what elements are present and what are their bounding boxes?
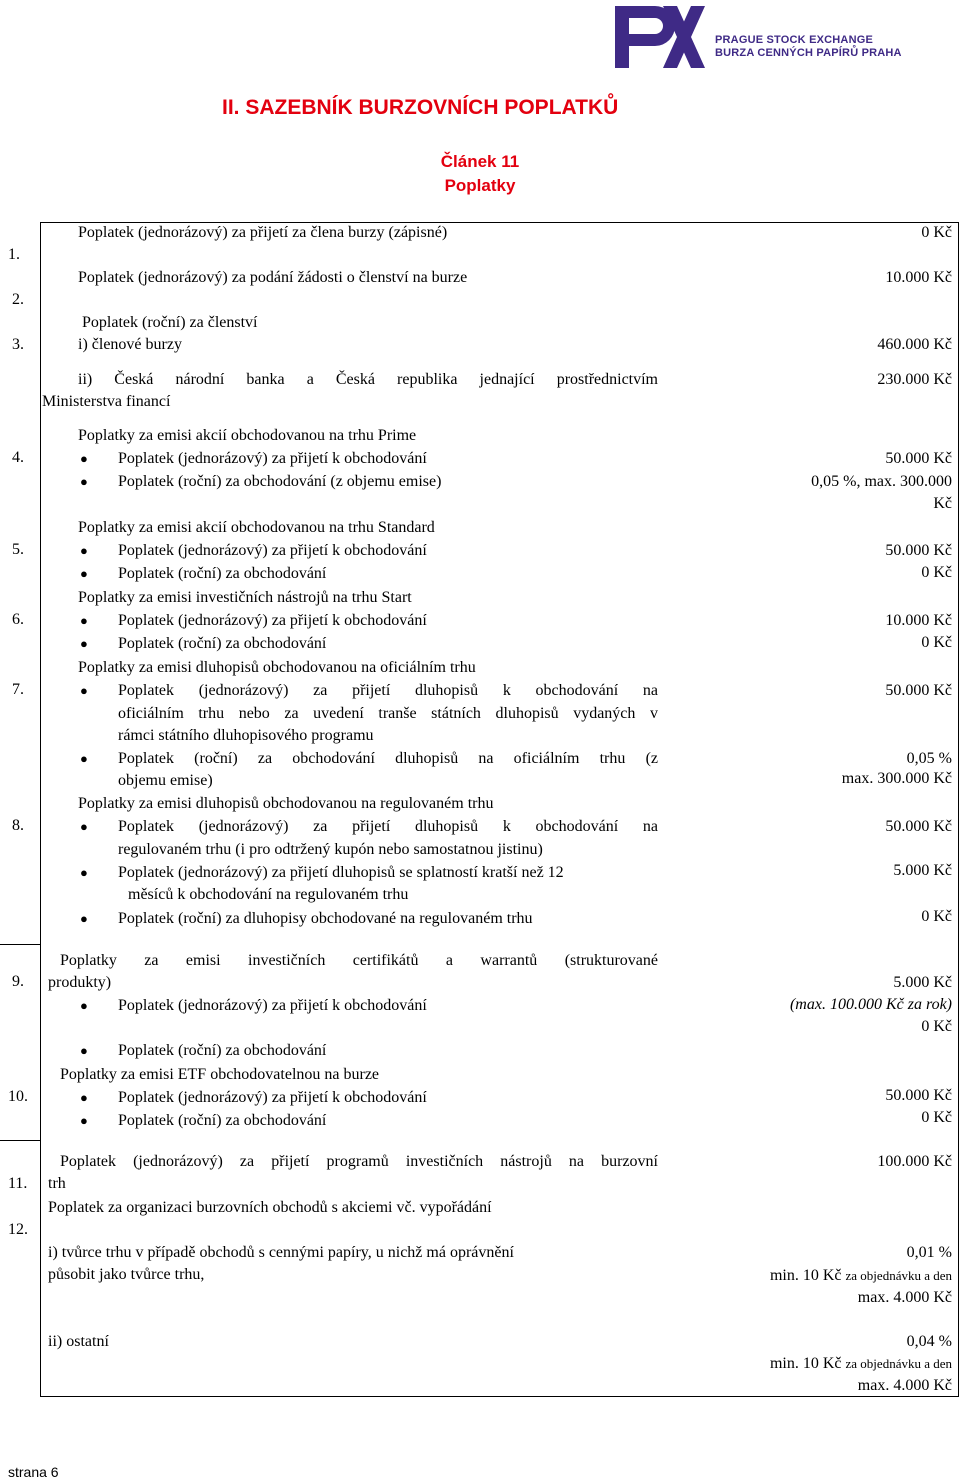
bullet-icon: ● [80, 474, 88, 489]
row-number: 1. [8, 246, 20, 263]
fee-item: Poplatek (roční) za obchodování dluhopisů na oficiálním trhu (z [118, 750, 658, 767]
table-border-bottom [40, 1396, 959, 1397]
fee-heading: Poplatky za emisi investičních certifikátů a warrantů (strukturované [60, 952, 658, 969]
fee-heading: Poplatky za emisi dluhopisů obchodovanou na regulovaném trhu [78, 795, 494, 812]
fee-item: Poplatek (roční) za obchodování (z objemu emise) [118, 473, 442, 490]
bullet-icon: ● [80, 543, 88, 558]
bullet-icon: ● [80, 566, 88, 581]
table-border-right [958, 222, 959, 1397]
px-logo-icon [615, 6, 707, 68]
fee-item: Poplatek (jednorázový) za přijetí k obchodování [118, 612, 427, 629]
fee-amount: 0 Kč [921, 224, 952, 241]
fee-amount: Kč [933, 495, 952, 512]
row-number: 5. [12, 541, 24, 558]
fee-amount: 5.000 Kč [893, 862, 952, 879]
fee-amount: 50.000 Kč [885, 450, 952, 467]
fee-description: trh [48, 1175, 66, 1192]
fee-sub-item: i) členové burzy [78, 336, 182, 353]
fee-amount: min. 10 Kč za objednávku a den [769, 1267, 952, 1284]
page-title: II. SAZEBNÍK BURZOVNÍCH POPLATKŮ [222, 96, 619, 119]
bullet-icon: ● [80, 683, 88, 698]
fee-item: Poplatek (jednorázový) za přijetí dluhopisů se splatností kratší než 12 [118, 864, 564, 881]
fee-item: Poplatek (roční) za obchodování [118, 565, 327, 582]
row-number: 11. [8, 1175, 28, 1192]
fee-amount: 0,05 % [906, 750, 952, 767]
fee-amount: 0 Kč [921, 1018, 952, 1035]
fee-item: Poplatek (jednorázový) za přijetí k obchodování [118, 542, 427, 559]
row-separator [0, 1140, 40, 1141]
row-number: 9. [12, 973, 24, 990]
fee-amount: max. 4.000 Kč [857, 1289, 952, 1306]
row-number: 3. [12, 336, 24, 353]
fee-amount: 0,04 % [906, 1333, 952, 1350]
fee-item: rámci státního dluhopisového programu [118, 727, 374, 744]
table-border-left [40, 222, 41, 1397]
bullet-icon: ● [80, 613, 88, 628]
fee-amount: 10.000 Kč [885, 269, 952, 286]
fee-item: Poplatek (jednorázový) za přijetí dluhopisů k obchodování na [118, 682, 658, 699]
row-number: 12. [8, 1221, 28, 1238]
row-number: 7. [12, 681, 24, 698]
fee-heading: Poplatky za emisi akcií obchodovanou na trhu Prime [78, 427, 417, 444]
fee-item: Poplatek (roční) za obchodování [118, 1112, 327, 1129]
article-heading: Článek 11 Poplatky [440, 152, 520, 195]
fee-amount: 460.000 Kč [877, 336, 952, 353]
fee-sub-item: i) tvůrce trhu v případě obchodů s cennými papíry, u nichž má oprávnění [48, 1244, 514, 1261]
bullet-icon: ● [80, 865, 88, 880]
fee-sub-item: působit jako tvůrce trhu, [48, 1266, 205, 1283]
bullet-icon: ● [80, 1113, 88, 1128]
fee-amount: 50.000 Kč [885, 1087, 952, 1104]
fee-amount: max. 4.000 Kč [857, 1377, 952, 1394]
fee-sub-item: ii) ostatní [48, 1333, 109, 1350]
row-number: 8. [12, 817, 24, 834]
fee-heading: Poplatky za emisi akcií obchodovanou na trhu Standard [78, 519, 435, 536]
bullet-icon: ● [80, 1043, 88, 1058]
fee-sub-item: Ministerstva financí [42, 393, 171, 410]
fee-heading: Poplatky za emisi dluhopisů obchodovanou na oficiálním trhu [78, 659, 476, 676]
fee-cap: (max. 100.000 Kč za rok) [789, 996, 952, 1013]
fee-description: Poplatek (jednorázový) za přijetí programů investičních nástrojů na burzovní [60, 1153, 658, 1170]
fee-heading: Poplatky za emisi ETF obchodovatelnou na burze [60, 1066, 380, 1083]
fee-amount: 50.000 Kč [885, 682, 952, 699]
fee-item: Poplatek (roční) za dluhopisy obchodované na regulovaném trhu [118, 910, 533, 927]
bullet-icon: ● [80, 998, 88, 1013]
bullet-icon: ● [80, 911, 88, 926]
pse-logo [615, 6, 955, 70]
fee-amount: 100.000 Kč [877, 1153, 952, 1170]
fee-amount: 5.000 Kč [893, 974, 952, 991]
logo-text: PRAGUE STOCK EXCHANGE BURZA CENNÝCH PAPÍRŮ PRAHA [715, 34, 902, 59]
fee-amount: 0 Kč [921, 1109, 952, 1126]
fee-item: Poplatek (jednorázový) za přijetí k obchodování [118, 1089, 427, 1106]
fee-amount: max. 300.000 Kč [841, 770, 952, 787]
fee-item: Poplatek (jednorázový) za přijetí k obchodování [118, 997, 427, 1014]
row-number: 6. [12, 611, 24, 628]
fee-description: Poplatek (jednorázový) za přijetí za člena burzy (zápisné) [78, 224, 448, 241]
fee-item: Poplatek (jednorázový) za přijetí k obchodování [118, 450, 427, 467]
row-number: 10. [8, 1088, 28, 1105]
fee-amount: 0,01 % [906, 1244, 952, 1261]
fee-amount: 50.000 Kč [885, 818, 952, 835]
fee-item: Poplatek (jednorázový) za přijetí dluhopisů k obchodování na [118, 818, 658, 835]
fee-amount: 0 Kč [921, 908, 952, 925]
row-number: 2. [12, 291, 24, 308]
bullet-icon: ● [80, 751, 88, 766]
fee-item: Poplatek (roční) za obchodování [118, 635, 327, 652]
fee-amount: 0,05 %, max. 300.000 [811, 473, 952, 490]
fee-description: Poplatek (roční) za členství [82, 314, 258, 331]
row-separator [0, 944, 40, 945]
row-number: 4. [12, 449, 24, 466]
fee-amount: 0 Kč [921, 634, 952, 651]
fee-amount: 230.000 Kč [877, 371, 952, 388]
fee-sub-item: ii) Česká národní banka a Česká republika jednající prostřednictvím [78, 371, 658, 388]
fee-heading: Poplatek za organizaci burzovních obchodů s akciemi vč. vypořádání [48, 1199, 492, 1216]
bullet-icon: ● [80, 1090, 88, 1105]
fee-amount: 0 Kč [921, 564, 952, 581]
fee-amount: 50.000 Kč [885, 542, 952, 559]
bullet-icon: ● [80, 451, 88, 466]
bullet-icon: ● [80, 636, 88, 651]
fee-item: objemu emise) [118, 772, 213, 789]
fee-description: Poplatek (jednorázový) za podání žádosti o členství na burze [78, 269, 468, 286]
fee-item: oficiálním trhu nebo za uvedení tranše státních dluhopisů vydaných v [118, 705, 658, 722]
fee-amount: 10.000 Kč [885, 612, 952, 629]
fee-amount: min. 10 Kč za objednávku a den [769, 1355, 952, 1372]
fee-item: Poplatek (roční) za obchodování [118, 1042, 327, 1059]
bullet-icon: ● [80, 819, 88, 834]
fee-heading: produkty) [48, 974, 112, 991]
fee-item: měsíců k obchodování na regulovaném trhu [128, 886, 409, 903]
page-number: strana 6 [8, 1464, 59, 1480]
fee-heading: Poplatky za emisi investičních nástrojů na trhu Start [78, 589, 412, 606]
fee-item: regulovaném trhu (i pro odtržený kupón nebo samostatnou jistinu) [118, 841, 543, 858]
